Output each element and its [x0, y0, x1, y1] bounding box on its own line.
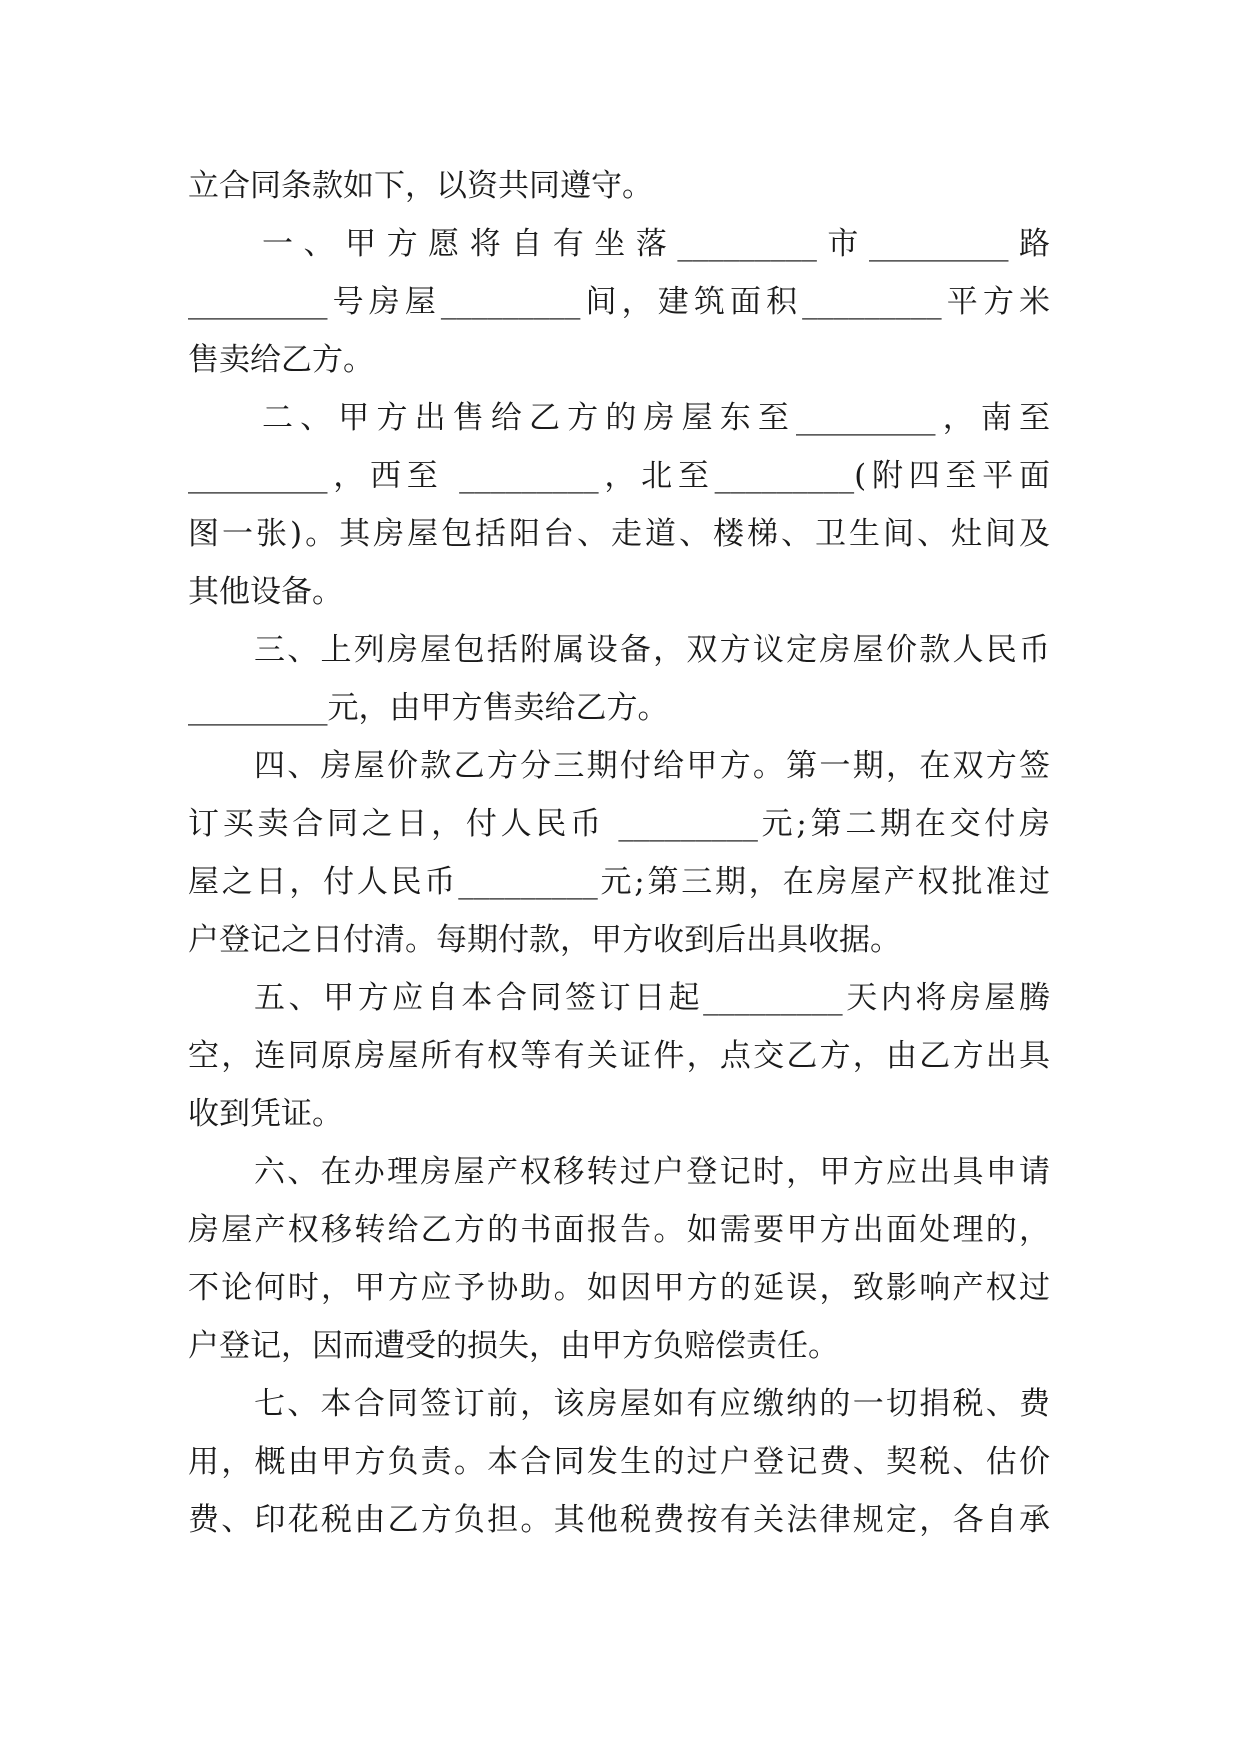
- clause-4-line: 屋之日，付人民币_________元;第三期，在房屋产权批准过: [188, 864, 1050, 900]
- clause-1-line: 一、甲方愿将自有坐落_________市_________路: [262, 226, 1050, 262]
- clause-2-line: _________，西至 _________，北至_________(附四至平面: [188, 458, 1050, 494]
- clause-3-line: 三、上列房屋包括附属设备，双方议定房屋价款人民币: [254, 632, 1050, 668]
- clause-7-line: 用，概由甲方负责。本合同发生的过户登记费、契税、估价: [188, 1444, 1050, 1480]
- clause-1-line: 售卖给乙方。: [188, 342, 374, 378]
- text-line: 立合同条款如下，以资共同遵守。: [188, 168, 653, 204]
- clause-6-line: 不论何时，甲方应予协助。如因甲方的延误，致影响产权过: [188, 1270, 1050, 1306]
- clause-1-line: _________号房屋_________间，建筑面积_________平方米: [188, 284, 1050, 320]
- clause-2-line: 图一张)。其房屋包括阳台、走道、楼梯、卫生间、灶间及: [188, 516, 1050, 552]
- clause-5-line: 空，连同原房屋所有权等有关证件，点交乙方，由乙方出具: [188, 1038, 1050, 1074]
- clause-7-line: 费、印花税由乙方负担。其他税费按有关法律规定，各自承: [188, 1502, 1050, 1538]
- clause-7-line: 七、本合同签订前，该房屋如有应缴纳的一切捐税、费: [254, 1386, 1050, 1422]
- clause-2-line: 二、甲方出售给乙方的房屋东至_________，南至: [262, 400, 1050, 436]
- clause-4-line: 订买卖合同之日，付人民币 _________元;第二期在交付房: [188, 806, 1050, 842]
- clause-4-line: 户登记之日付清。每期付款，甲方收到后出具收据。: [188, 922, 901, 958]
- clause-2-line: 其他设备。: [188, 574, 343, 610]
- clause-4-line: 四、房屋价款乙方分三期付给甲方。第一期，在双方签: [254, 748, 1050, 784]
- clause-6-line: 房屋产权移转给乙方的书面报告。如需要甲方出面处理的，: [188, 1212, 1050, 1248]
- clause-6-line: 户登记，因而遭受的损失，由甲方负赔偿责任。: [188, 1328, 839, 1364]
- clause-5-line: 收到凭证。: [188, 1096, 343, 1132]
- clause-5-line: 五、甲方应自本合同签订日起_________天内将房屋腾: [254, 980, 1050, 1016]
- clause-6-line: 六、在办理房屋产权移转过户登记时，甲方应出具申请: [254, 1154, 1050, 1190]
- clause-3-line: _________元，由甲方售卖给乙方。: [188, 690, 669, 726]
